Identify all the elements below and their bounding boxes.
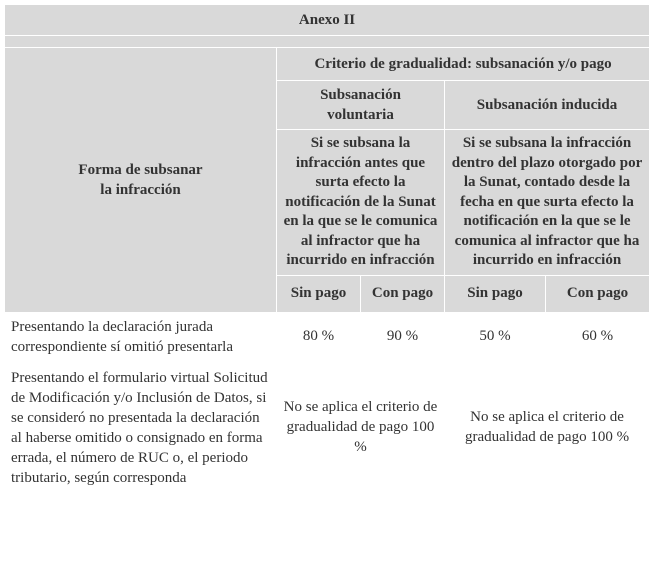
table-row (5, 361, 650, 492)
subsanacion-inducida-header: Subsanación inducida (445, 81, 650, 130)
left-column-header: Forma de subsanar la infracción (5, 48, 277, 313)
percentage-cell: 80 % (277, 312, 361, 361)
voluntaria-sin-pago-header: Sin pago (277, 275, 361, 312)
inducida-sin-pago-header: Sin pago (445, 275, 546, 312)
row-label: Presentando el formulario virtual Solicitud de Modificación y/o Inclusión de Datos, si se consideró no presentada la declaración al haberse omitido o consignado en forma errada, el número de RUC o, el periodo tributario, según corresponda (5, 361, 277, 492)
criteria-header: Criterio de gradualidad: subsanación y/o pago (277, 48, 650, 81)
not-applicable-note: No se aplica el criterio de gradualidad de pago 100 % (445, 361, 650, 492)
row-label: Presentando la declaración jurada correspondiente sí omitió presentarla (5, 312, 277, 361)
not-applicable-note: No se aplica el criterio de gradualidad de pago 100 % (277, 361, 445, 492)
subsanacion-voluntaria-header: Subsanación voluntaria (277, 81, 445, 130)
annex-table-container (4, 4, 650, 493)
percentage-cell: 50 % (445, 312, 546, 361)
voluntaria-description: Si se subsana la infracción antes que surta efecto la notificación de la Sunat en la que se le comunica al infractor que ha incurrido en infracción (277, 130, 445, 276)
table-row (5, 312, 650, 361)
table-title: Anexo II (5, 5, 650, 36)
inducida-con-pago-header: Con pago (546, 275, 650, 312)
inducida-description: Si se subsana la infracción dentro del plazo otorgado por la Sunat, contado desde la fecha en que surta efecto la notificación en la que se le comunica al infractor que ha incurrido en infracción (445, 130, 650, 276)
percentage-cell: 60 % (546, 312, 650, 361)
title-divider (5, 36, 650, 48)
percentage-cell: 90 % (361, 312, 445, 361)
voluntaria-con-pago-header: Con pago (361, 275, 445, 312)
annex-table (4, 4, 650, 493)
